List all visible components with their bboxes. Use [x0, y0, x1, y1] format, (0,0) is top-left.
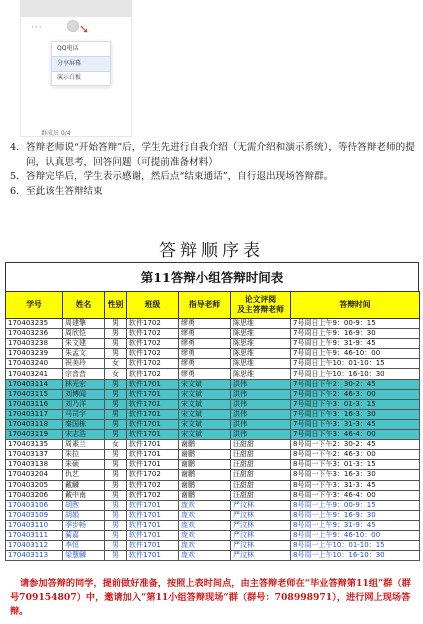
cell-time: 7号周日上午10：01-10：15	[291, 359, 420, 369]
cell-class: 软件1701	[127, 510, 179, 520]
cell-time: 7号周日下午3：46-4：00	[291, 430, 420, 440]
cell-gender: 男	[105, 450, 127, 460]
cell-student-id: 170403137	[6, 450, 63, 460]
cell-time: 7号周日上午9：00-9：15	[291, 319, 420, 329]
group-members-count: 群成员 0/4	[41, 130, 71, 137]
cell-gender: 女	[105, 440, 127, 450]
cell-advisor: 宋文斌	[179, 389, 231, 399]
cell-gender: 男	[105, 510, 127, 520]
cell-time: 7号周日上午9：46-10：00	[291, 349, 420, 359]
cell-time: 7号周日下午3：31-3：45	[291, 419, 420, 429]
cell-student-id: 170403138	[6, 460, 63, 470]
cell-student-id: 170403114	[6, 379, 63, 389]
table-body	[6, 319, 420, 561]
col-header-reviewer: 论文评阅 及主答辩老师	[231, 292, 291, 319]
cell-gender: 男	[105, 541, 127, 551]
table-row	[6, 440, 420, 450]
window-titlebar	[21, 1, 131, 17]
cell-time: 8号周一下午3：46-4：00	[291, 490, 420, 500]
cell-reviewer: 洪伟	[231, 430, 291, 440]
step-number: 5.	[10, 171, 20, 183]
cell-reviewer: 汪甜甜	[231, 480, 291, 490]
table-row	[6, 319, 420, 329]
cell-gender: 男	[105, 319, 127, 329]
cell-student-id: 170403106	[6, 500, 63, 510]
cell-advisor: 谢鹏	[179, 490, 231, 500]
cell-student-id: 170403109	[6, 510, 63, 520]
schedule-grid	[5, 291, 420, 561]
cell-gender: 女	[105, 369, 127, 379]
col-header-time: 答辩时间	[291, 292, 420, 319]
cell-reviewer: 严汶林	[231, 530, 291, 540]
table-row	[6, 369, 420, 379]
cell-time: 8号周一下午3：16-3：30	[291, 470, 420, 480]
cell-time: 7号周日下午3：01-3：15	[291, 399, 420, 409]
cell-gender: 男	[105, 470, 127, 480]
step-text: 至此该生答辩结束	[26, 185, 103, 197]
qq-group-screenshot	[20, 0, 132, 137]
cell-advisor: 庞欢	[179, 500, 231, 510]
cell-name: 李恒	[63, 541, 105, 551]
cell-gender: 男	[105, 551, 127, 561]
cell-gender: 男	[105, 430, 127, 440]
more-dots-icon[interactable]: ···	[31, 23, 43, 33]
table-row	[6, 409, 420, 419]
col-header-class: 班级	[127, 292, 179, 319]
cell-class: 软件1701	[127, 389, 179, 399]
cell-student-id: 170403241	[6, 369, 63, 379]
cell-advisor: 谢鹏	[179, 460, 231, 470]
cell-reviewer: 洪伟	[231, 399, 291, 409]
cell-gender: 男	[105, 500, 127, 510]
cell-time: 7号周日上午9：31-9：45	[291, 339, 420, 349]
step-number: 4.	[10, 142, 20, 153]
col-header-gender: 性别	[105, 292, 127, 319]
cell-class: 软件1701	[127, 530, 179, 540]
col-header-name: 姓名	[63, 292, 105, 319]
cell-reviewer: 陈思维	[231, 339, 291, 349]
cell-time: 8号周一下午3：01-3：15	[291, 460, 420, 470]
call-menu	[51, 41, 111, 86]
cell-advisor: 庞欢	[179, 551, 231, 561]
cell-name: 刘乃洋	[63, 399, 105, 409]
cell-time: 7号周日上午9：16-9：30	[291, 329, 420, 339]
table-row	[6, 500, 420, 510]
step-item	[8, 141, 418, 170]
cell-advisor: 宋文斌	[179, 409, 231, 419]
cell-class: 软件1702	[127, 480, 179, 490]
cell-gender: 男	[105, 490, 127, 500]
col-header-student-id: 学号	[6, 292, 63, 319]
cell-student-id: 170403135	[6, 440, 63, 450]
table-row	[6, 460, 420, 470]
cell-reviewer: 洪伟	[231, 379, 291, 389]
cell-class: 软件1702	[127, 329, 179, 339]
cell-advisor: 缪勇	[179, 359, 231, 369]
cell-time: 8号周一上午9：00-9：15	[291, 500, 420, 510]
table-row	[6, 339, 420, 349]
cell-reviewer: 洪伟	[231, 389, 291, 399]
cell-name: 朱孟文	[63, 349, 105, 359]
table-row	[6, 470, 420, 480]
cell-advisor: 庞欢	[179, 520, 231, 530]
cell-gender: 男	[105, 460, 127, 470]
table-row	[6, 349, 420, 359]
cell-reviewer: 严汶林	[231, 500, 291, 510]
cell-student-id: 170403235	[6, 319, 63, 329]
cell-reviewer: 汪甜甜	[231, 450, 291, 460]
cell-advisor: 谢鹏	[179, 470, 231, 480]
cell-reviewer: 洪伟	[231, 419, 291, 429]
cell-advisor: 缪勇	[179, 319, 231, 329]
cell-class: 软件1702	[127, 369, 179, 379]
table-row	[6, 551, 420, 561]
cell-name: 蔺嘉	[63, 530, 105, 540]
cell-reviewer: 严汶林	[231, 541, 291, 551]
cell-class: 软件1701	[127, 500, 179, 510]
cell-gender: 男	[105, 409, 127, 419]
cell-reviewer: 陈思维	[231, 319, 291, 329]
cell-time: 8号周一上午9：31-9：45	[291, 520, 420, 530]
table-header-row	[6, 292, 420, 319]
cell-class: 软件1702	[127, 319, 179, 329]
cell-time: 8号周一上午9：16-9：30	[291, 510, 420, 520]
schedule-table	[5, 262, 419, 561]
cell-class: 软件1702	[127, 470, 179, 480]
cell-gender: 男	[105, 389, 127, 399]
cell-name: 宋志浩	[63, 430, 105, 440]
cell-reviewer: 严汶林	[231, 551, 291, 561]
cell-class: 软件1701	[127, 430, 179, 440]
cell-student-id: 170403205	[6, 480, 63, 490]
cell-class: 软件1702	[127, 339, 179, 349]
cell-name: 朱拉	[63, 450, 105, 460]
cell-advisor: 谢鹏	[179, 480, 231, 490]
cell-reviewer: 陈思维	[231, 349, 291, 359]
cell-student-id: 170403111	[6, 530, 63, 540]
cell-advisor: 庞欢	[179, 510, 231, 520]
cell-class: 软件1702	[127, 490, 179, 500]
cell-name: 朱文建	[63, 339, 105, 349]
cell-name: 梁慧麟	[63, 551, 105, 561]
section-title: 答辩顺序表	[159, 241, 264, 261]
cell-class: 软件1701	[127, 419, 179, 429]
cell-student-id: 170403238	[6, 339, 63, 349]
cell-class: 软件1701	[127, 399, 179, 409]
table-row	[6, 430, 420, 440]
cell-student-id: 170403236	[6, 329, 63, 339]
cell-student-id: 170403112	[6, 541, 63, 551]
cell-name: 宗音音	[63, 369, 105, 379]
table-row	[6, 419, 420, 429]
cell-name: 林光宏	[63, 379, 105, 389]
cell-student-id: 170403239	[6, 349, 63, 359]
cell-time: 8号周一下午3：31-3：45	[291, 480, 420, 490]
notice-text	[10, 577, 415, 620]
cell-class: 软件1701	[127, 440, 179, 450]
cell-time: 8号周一上午10：16-10：30	[291, 551, 420, 561]
cell-name: 仇艺	[63, 470, 105, 480]
cell-class: 软件1701	[127, 450, 179, 460]
cell-advisor: 宋文斌	[179, 430, 231, 440]
cell-time: 8号周一下午2：46-3：00	[291, 450, 420, 460]
cell-advisor: 谢鹏	[179, 440, 231, 450]
cell-student-id: 170403116	[6, 399, 63, 409]
cell-gender: 男	[105, 520, 127, 530]
red-arrow-icon: ➘	[79, 22, 90, 36]
avatar-icon	[67, 20, 79, 32]
table-row	[6, 480, 420, 490]
cell-reviewer: 陈思维	[231, 359, 291, 369]
cell-class: 软件1702	[127, 349, 179, 359]
cell-time: 8号周一上午9：46-10：00	[291, 530, 420, 540]
menu-item-qq-call[interactable]: QQ电话	[57, 45, 79, 52]
table-row	[6, 399, 420, 409]
cell-time: 8号周一下午2：30-2：45	[291, 440, 420, 450]
cell-name: 周欣恺	[63, 329, 105, 339]
cell-advisor: 缪勇	[179, 369, 231, 379]
cell-reviewer: 严汶林	[231, 520, 291, 530]
cell-reviewer: 严汶林	[231, 510, 291, 520]
cell-student-id: 170403113	[6, 551, 63, 561]
table-title: 第11答辩小组答辩时间表	[5, 262, 419, 291]
cell-student-id: 170403110	[6, 520, 63, 530]
table-row	[6, 520, 420, 530]
cell-reviewer: 汪甜甜	[231, 490, 291, 500]
cell-name: 刘博闻	[63, 389, 105, 399]
cell-student-id: 170403204	[6, 470, 63, 480]
cell-advisor: 缪勇	[179, 339, 231, 349]
cell-advisor: 缪勇	[179, 329, 231, 339]
step-item	[8, 185, 418, 200]
cell-class: 软件1701	[127, 409, 179, 419]
cell-student-id: 170403115	[6, 389, 63, 399]
table-row	[6, 359, 420, 369]
cell-name: 马司宇	[63, 409, 105, 419]
cell-reviewer: 汪甜甜	[231, 460, 291, 470]
cell-advisor: 宋文斌	[179, 399, 231, 409]
table-row	[6, 329, 420, 339]
table-row	[6, 490, 420, 500]
cell-reviewer: 洪伟	[231, 409, 291, 419]
cell-name: 周建擎	[63, 319, 105, 329]
cell-gender: 男	[105, 480, 127, 490]
cell-name: 戴麟	[63, 480, 105, 490]
cell-gender: 男	[105, 339, 127, 349]
table-row	[6, 541, 420, 551]
cell-student-id: 170403119	[6, 430, 63, 440]
step-number: 6.	[10, 185, 20, 197]
cell-class: 软件1701	[127, 551, 179, 561]
cell-reviewer: 陈思维	[231, 369, 291, 379]
cell-time: 7号周日上午10：16-10：30	[291, 369, 420, 379]
cell-class: 软件1701	[127, 379, 179, 389]
steps-list	[8, 141, 418, 199]
menu-item-share-screen[interactable]: 分享屏幕	[52, 57, 110, 71]
notice-body: 请参加答辩的同学，提前做好准备，按照上表时间点，由主答辩老师在“毕业答辩第11组”群（群号709154807）中，邀请加入“第11小组答辩现场”群（群号：708998971），进行网上现场答辩。	[10, 578, 411, 618]
cell-reviewer: 汪甜甜	[231, 440, 291, 450]
cell-gender: 男	[105, 329, 127, 339]
cell-student-id: 170403118	[6, 419, 63, 429]
cell-advisor: 宋文斌	[179, 379, 231, 389]
table-row	[6, 530, 420, 540]
cell-gender: 女	[105, 359, 127, 369]
cell-time: 7号周日下午2：46-3：00	[291, 389, 420, 399]
cell-class: 软件1701	[127, 541, 179, 551]
table-row	[6, 510, 420, 520]
cell-advisor: 缪勇	[179, 349, 231, 359]
cell-name: 朱硕	[63, 460, 105, 470]
cell-gender: 男	[105, 379, 127, 389]
cell-student-id: 170403117	[6, 409, 63, 419]
col-header-advisor: 指导老师	[179, 292, 231, 319]
cell-name: 季步畅	[63, 520, 105, 530]
cell-gender: 男	[105, 419, 127, 429]
cell-gender: 男	[105, 530, 127, 540]
cell-name: 秦国栋	[63, 419, 105, 429]
cell-name: 胡娟	[63, 510, 105, 520]
cell-name: 周素兰	[63, 440, 105, 450]
cell-gender: 男	[105, 399, 127, 409]
table-row	[6, 389, 420, 399]
cell-student-id: 170403240	[6, 359, 63, 369]
cell-reviewer: 汪甜甜	[231, 470, 291, 480]
cell-class: 软件1701	[127, 520, 179, 530]
step-text: 答辩老师说“开始答辩”后，学生先进行自我介绍（无需介绍和演示系统），等待答辩老师的提问，认真思考，回答问题（可提前准备材料）	[26, 142, 415, 168]
cell-advisor: 庞欢	[179, 530, 231, 540]
table-row	[6, 450, 420, 460]
cell-time: 8号周一上午10：01-10：15	[291, 541, 420, 551]
cell-student-id: 170403206	[6, 490, 63, 500]
cell-name: 戴中南	[63, 490, 105, 500]
cell-gender: 男	[105, 349, 127, 359]
step-text: 答辩完毕后，学生表示感谢，然后点“结束通话”，自行退出现场答辩群。	[26, 171, 334, 183]
cell-advisor: 宋文斌	[179, 419, 231, 429]
menu-item-whiteboard[interactable]: 演示白板	[57, 74, 82, 81]
cell-reviewer: 陈思维	[231, 329, 291, 339]
cell-class: 软件1701	[127, 460, 179, 470]
step-item	[8, 170, 418, 185]
cell-time: 7号周日下午3：16-3：30	[291, 409, 420, 419]
cell-name: 祝美玲	[63, 359, 105, 369]
cell-name: 胡煦	[63, 500, 105, 510]
cell-time: 7号周日下午2：30-2：45	[291, 379, 420, 389]
cell-advisor: 谢鹏	[179, 450, 231, 460]
cell-advisor: 庞欢	[179, 541, 231, 551]
cell-class: 软件1702	[127, 359, 179, 369]
table-row	[6, 379, 420, 389]
